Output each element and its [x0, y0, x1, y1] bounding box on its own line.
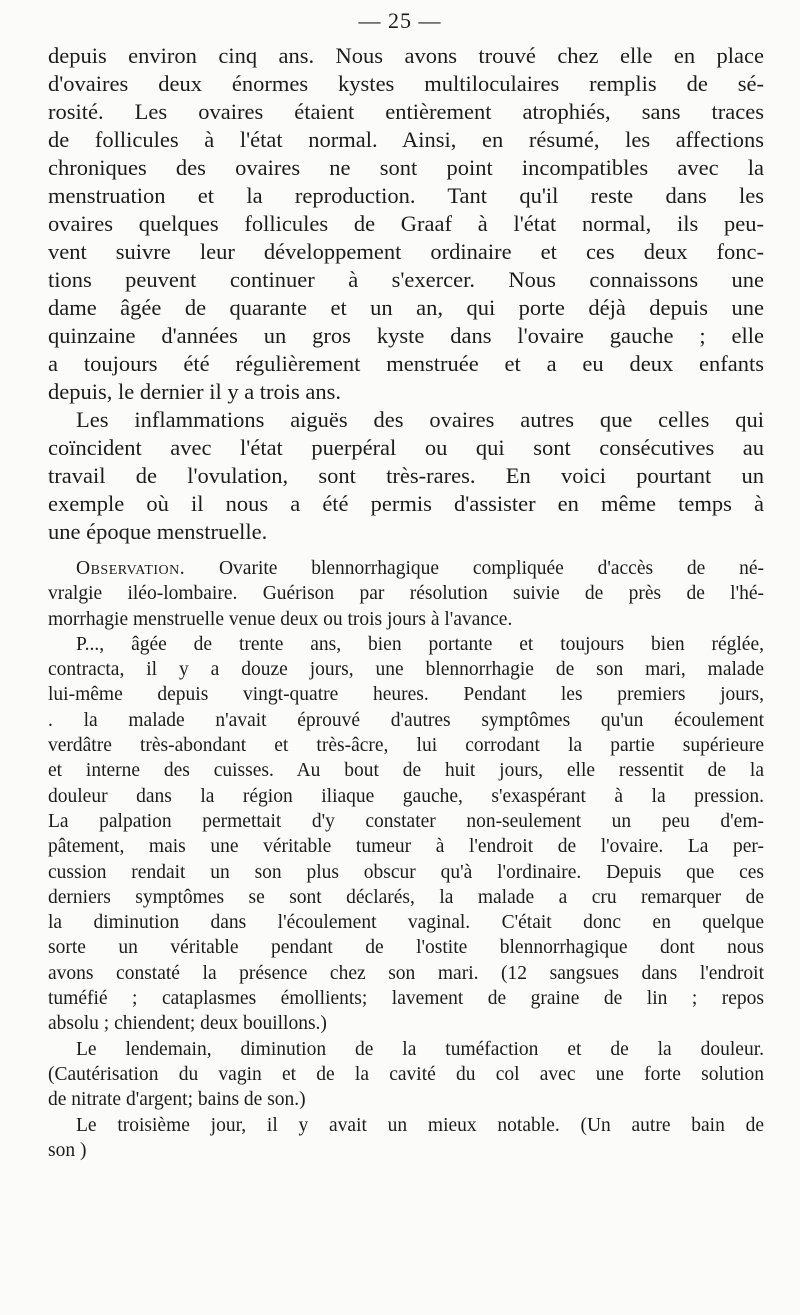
- text-line: avons constaté la présence chez son mari. (12 sangsues dans l'endroit: [48, 962, 764, 984]
- third-day-paragraph: [48, 1113, 764, 1164]
- text-line: . la malade n'avait éprouvé d'autres symptômes qu'un écoulement: [48, 709, 764, 731]
- page-number: — 25 —: [358, 8, 442, 33]
- text-line: pâtement, mais une véritable tumeur à l'endroit de l'ovaire. La per-: [48, 836, 764, 858]
- case-paragraph: [48, 632, 764, 1037]
- text-line: vralgie iléo-lombaire. Guérison par résolution suivie de près de l'hé-: [48, 583, 764, 605]
- text-line: et interne des cuisses. Au bout de huit jours, elle ressentit de la: [48, 760, 764, 782]
- text-line: douleur dans la région iliaque gauche, s'exaspérant à la pression.: [48, 785, 764, 807]
- text-line: cussion rendait un son plus obscur qu'à l'ordinaire. Depuis que ces: [48, 861, 764, 883]
- observation-title-start: Ovarite blennorrhagique compliquée d'accès de né-: [185, 558, 764, 579]
- text-line: rosité. Les ovaires étaient entièrement atrophiés, sans traces: [48, 99, 764, 124]
- text-line: tions peuvent continuer à s'exercer. Nous connaissons une: [48, 267, 764, 292]
- text-line: La palpation permettait d'y constater non-seulement un peu d'em-: [48, 810, 764, 832]
- text-line: son ): [48, 1139, 87, 1161]
- text-line: a toujours été régulièrement menstruée et a eu deux enfants: [48, 351, 764, 376]
- text-line: chroniques des ovaires ne sont point incompatibles avec la: [48, 155, 764, 180]
- observation-section: [48, 556, 764, 1163]
- text-line: quinzaine d'années un gros kyste dans l'ovaire gauche ; elle: [48, 323, 764, 348]
- paragraph-continued: [48, 42, 764, 406]
- text-line: une époque menstruelle.: [48, 519, 268, 544]
- text-line: la diminution dans l'écoulement vaginal. C'était donc en quelque: [48, 912, 764, 934]
- body-text: [48, 42, 764, 1163]
- text-line: tuméfié ; cataplasmes émollients; lavement de graine de lin ; repos: [48, 988, 764, 1010]
- text-line: derniers symptômes se sont déclarés, la malade a cru remarquer de: [48, 886, 764, 908]
- text-line: lui-même depuis vingt-quatre heures. Pendant les premiers jours,: [48, 684, 764, 706]
- text-line: Le lendemain, diminution de la tuméfaction et de la douleur.: [76, 1038, 764, 1060]
- text-line: dame âgée de quarante et un an, qui porte déjà depuis une: [48, 295, 764, 320]
- text-line: depuis, le dernier il y a trois ans.: [48, 379, 342, 404]
- text-line: depuis environ cinq ans. Nous avons trouvé chez elle en place: [48, 43, 764, 68]
- text-line: morrhagie menstruelle venue deux ou trois jours à l'avance.: [48, 608, 513, 630]
- text-line: de follicules à l'état normal. Ainsi, en résumé, les affections: [48, 127, 764, 152]
- text-line: verdâtre très-abondant et très-âcre, lui corrodant la partie supérieure: [48, 735, 764, 757]
- text-line: contracta, il y a douze jours, une blennorrhagie de son mari, malade: [48, 659, 764, 681]
- next-day-paragraph: [48, 1037, 764, 1113]
- text-line: exemple où il nous a été permis d'assister en même temps à: [48, 491, 764, 516]
- text-line: coïncident avec l'état puerpéral ou qui sont consécutives au: [48, 435, 764, 460]
- paragraph-inflammations: [48, 406, 764, 546]
- text-line: vent suivre leur développement ordinaire et ces deux fonc-: [48, 239, 764, 264]
- text-line: menstruation et la reproduction. Tant qu'il reste dans les: [48, 183, 764, 208]
- text-line: P..., âgée de trente ans, bien portante et toujours bien réglée,: [76, 633, 764, 655]
- text-line: absolu ; chiendent; deux bouillons.): [48, 1013, 327, 1035]
- text-line: Les inflammations aiguës des ovaires autres que celles qui: [76, 407, 764, 432]
- text-line: ovaires quelques follicules de Graaf à l'état normal, ils peu-: [48, 211, 764, 236]
- observation-heading: [48, 556, 764, 581]
- text-line: d'ovaires deux énormes kystes multiloculaires remplis de sé-: [48, 71, 764, 96]
- text-line: travail de l'ovulation, sont très-rares. En voici pourtant un: [48, 463, 764, 488]
- text-line: (Cautérisation du vagin et de la cavité du col avec une forte solution: [48, 1063, 764, 1085]
- text-line: Le troisième jour, il y avait un mieux notable. (Un autre bain de: [76, 1114, 764, 1136]
- text-line: de nitrate d'argent; bains de son.): [48, 1089, 306, 1111]
- text-line: sorte un véritable pendant de l'ostite blennorrhagique dont nous: [48, 937, 764, 959]
- observation-label: Observation.: [76, 558, 186, 579]
